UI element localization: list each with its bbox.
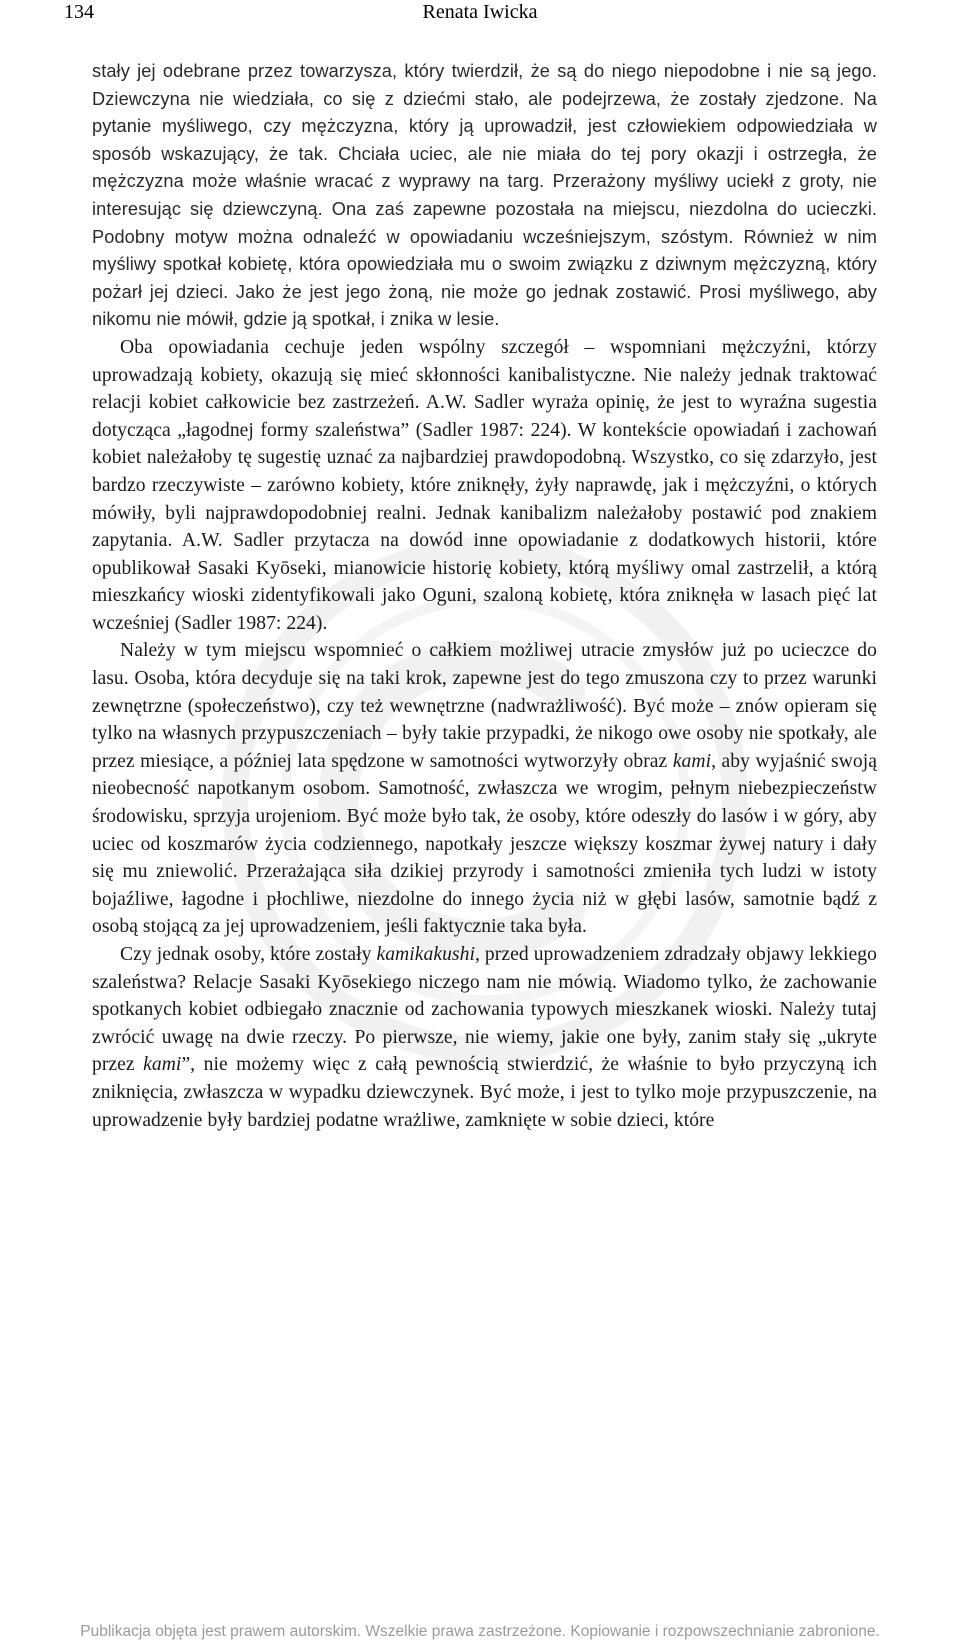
- text-run: Czy jednak osoby, które zostały: [120, 944, 377, 965]
- running-head: [0, 0, 960, 40]
- paragraph-4: [92, 941, 877, 1134]
- page-number: 134: [64, 1, 94, 23]
- text-run: Należy w tym miejscu wspomnieć o całkiem możliwej utracie zmysłów już po ucieczce do lasu. Osoba, która decyduje się na taki krok, zapewne jest do tego zmuszona czy to przez warunki zewnętrzne (społeczeństwo), czy też wewnętrzne (nadwrażliwość). Być może – znów opieram się tylko na własnych przypuszczeniach – były takie przypadki, że nikogo owe osoby nie spotkały, ale przez miesiące, a później lata spędzone w samotności wytworzyły obraz: [92, 640, 877, 772]
- italic-term: kamikakushi: [376, 944, 475, 965]
- text-run: ”, nie możemy więc z całą pewnością stwierdzić, że właśnie to było przyczyną ich zniknięcia, zwłaszcza w wypadku dziewczynek. Być może, i jest to tylko moje przypuszczenie, na uprowadzenie były bardziej podatne wrażliwe, zamknięte w sobie dzieci, które: [92, 1054, 877, 1131]
- paragraph-3: [92, 637, 877, 941]
- copyright-notice: Publikacja objęta jest prawem autorskim. Wszelkie prawa zastrzeżone. Kopiowanie i rozpowszechnianie zabronione.: [80, 1623, 880, 1640]
- text-run: , aby wyjaśnić swoją nieobecność napotkanym osobom. Samotność, zwłaszcza we wrogim, pełnym niebezpieczeństw środowisku, sprzyja urojeniom. Być może było tak, że osoby, które odeszły do lasów i w góry, aby uciec od koszmarów życia codziennego, napotkały jeszcze większy koszmar żywej natury i dały się mu zniewolić. Przerażająca siła dzikiej przyrody i samotności zmieniła tych ludzi w istoty bojaźliwe, łagodne i płochliwe, niezdolne do innego życia niż w głębi lasów, samotnie bądź z osobą stojącą za jej uprowadzeniem, jeśli faktycznie taka była.: [92, 750, 878, 938]
- italic-term: kami: [143, 1054, 182, 1076]
- text-run: Oba opowiadania cechuje jeden wspólny szczegół – wspomniani mężczyźni, którzy uprowadzają kobiety, okazują się mieć skłonności kanibalistyczne. Nie należy jednak traktować relacji kobiet całkowicie bez zastrzeżeń. A.W. Sadler wyraża opinię, że jest to wyraźna sugestia dotycząca „łagodnej formy szaleństwa” (Sadler 1987: 224). W kontekście opowiadań i zachowań kobiet należałoby tę sugestię uznać za najbardziej prawdopodobną. Wszystko, co się zdarzyło, jest bardzo rzeczywiste – zarówno kobiety, które zniknęły, żyły naprawdę, jak i mężczyźni, o których mówiły, byli najprawdopodobniej realni. Jednak kanibalizm należałoby postawić pod znakiem zapytania. A.W. Sadler przytacza na dowód inne opowiadanie z dodatkowych historii, które opublikował Sasaki Kyōseki, mianowicie historię kobiety, którą myśliwy omal zastrzelił, a którą mieszkańcy wioski zidentyfikowali jako Oguni, szaloną kobietę, która zniknęła w lasach pięć lat wcześniej (Sadler 1987: 224).: [92, 336, 877, 634]
- paragraph-1: [92, 58, 877, 334]
- text-run: stały jej odebrane przez towarzysza, który twierdził, że są do niego niepodobne i nie są jego. Dziewczyna nie wiedziała, co się z dziećmi stało, ale podejrzewa, że zostały zjedzone. Na pytanie myśliwego, czy mężczyzna, który ją uprowadził, jest człowiekiem odpowiedziała w sposób wskazujący, że tak. Chciała uciec, ale nie miała do tej pory okazji i ostrzegła, że mężczyzna może właśnie wracać z wyprawy na targ. Przerażony myśliwy uciekł z groty, nie interesując się dziewczyną. Ona zaś zapewne pozostała na miejscu, niezdolna do ucieczki. Podobny motyw można odnaleźć w opowiadaniu wcześniejszym, szóstym. Również w nim myśliwy spotkał kobietę, która opowiedziała mu o swoim związku z dziwnym mężczyzną, który pożarł jej dzieci. Jako że jest jego żoną, nie może go jednak zostawić. Prosi myśliwego, aby nikomu nie mówił, gdzie ją spotkał, i znika w lesie.: [92, 61, 877, 330]
- text-run: , przed uprowadzeniem zdradzały objawy lekkiego szaleństwa? Relacje Sasaki Kyōsekiego niczego nam nie mówią. Wiadomo tylko, że zachowanie spotkanych kobiet odbiegało znacznie od zachowania typowych mieszkanek wioski. Należy tutaj zwrócić uwagę na dwie rzeczy. Po pierwsze, nie wiemy, jakie one były, zanim stały się „ukryte przez: [92, 944, 877, 1076]
- italic-term: kami: [672, 750, 712, 772]
- running-head-author: Renata Iwicka: [422, 1, 538, 23]
- body-text: [92, 58, 877, 1134]
- paragraph-2: [92, 334, 877, 638]
